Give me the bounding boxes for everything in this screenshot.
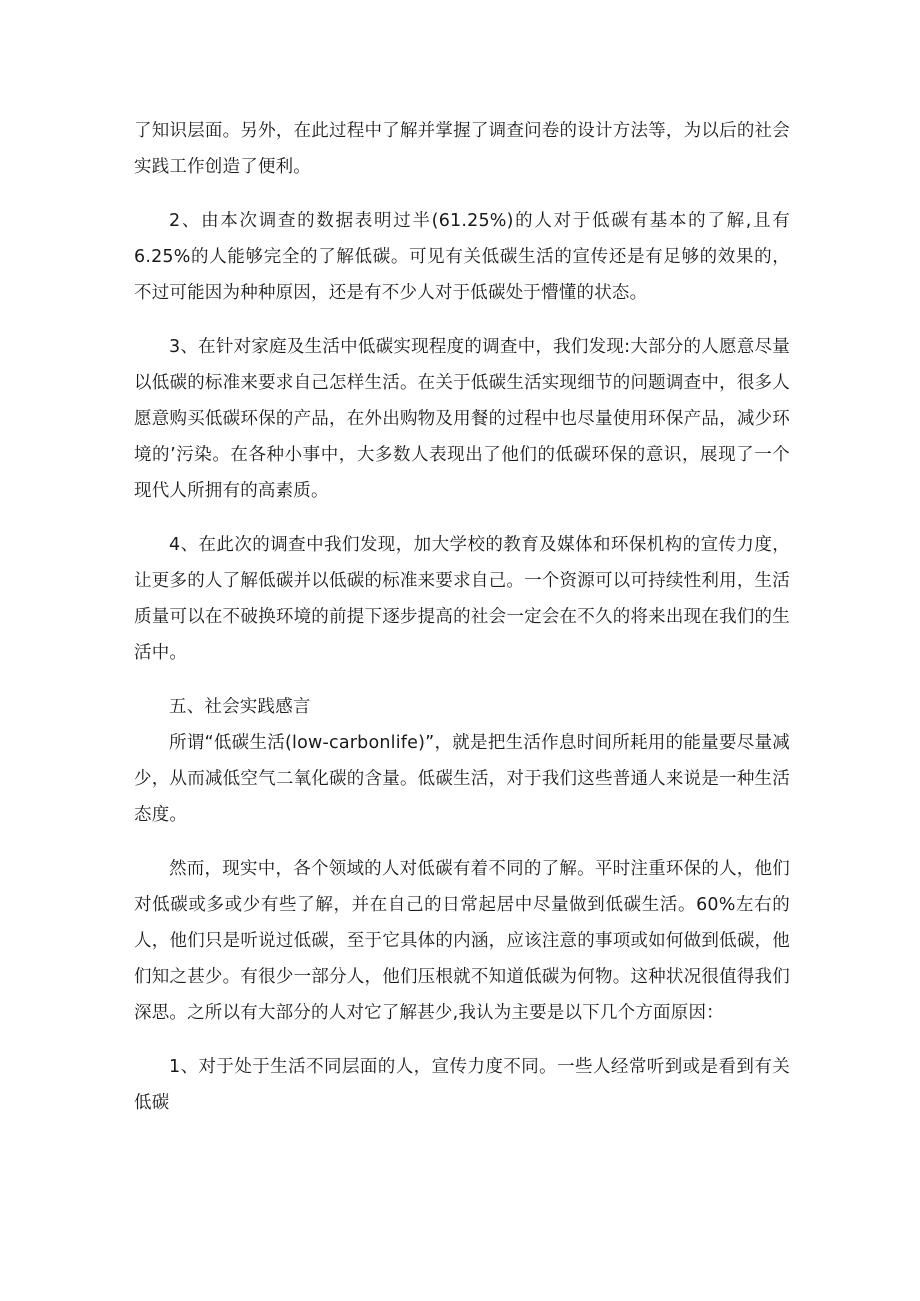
- paragraph-low-carbon-definition: 所谓“低碳生活(low-carbonlife)”，就是把生活作息时间所耗用的能量要尽量减少，从而减低空气二氧化碳的含量。低碳生活，对于我们这些普通人来说是一种生活态度。: [134, 733, 790, 825]
- paragraph-continuation: 了知识层面。另外，在此过程中了解并掌握了调查问卷的设计方法等，为以后的社会实践工作创造了便利。: [134, 121, 790, 177]
- document-body: [134, 113, 790, 1121]
- paragraph-finding-2: 2、由本次调查的数据表明过半(61.25%)的人对于低碳有基本的了解,且有 6.25%的人能够完全的了解低碳。可见有关低碳生活的宣传还是有足够的效果的，不过可能因为种种原因，还是有不少人对于低碳处于懵懂的状态。: [134, 211, 790, 303]
- section-heading: 五、社会实践感言: [169, 697, 311, 717]
- paragraph-awareness: 然而，现实中，各个领域的人对低碳有着不同的了解。平时注重环保的人，他们对低碳或多或少有些了解，并在自己的日常起居中尽量做到低碳生活。60%左右的人，他们只是听说过低碳，至于它具体的内涵，应该注意的事项或如何做到低碳，他们知之甚少。有很少一部分人，他们压根就不知道低碳为何物。这种状况很值得我们深思。之所以有大部分的人对它了解甚少,我认为主要是以下几个方面原因：: [134, 859, 790, 1023]
- paragraph-finding-4: 4、在此次的调查中我们发现，加大学校的教育及媒体和环保机构的宣传力度，让更多的人了解低碳并以低碳的标准来要求自己。一个资源可以可持续性利用，生活质量可以在不破换环境的前提下逐步提高的社会一定会在不久的将来出现在我们的生活中。: [134, 535, 790, 663]
- paragraph-reason-1: 1、对于处于生活不同层面的人，宣传力度不同。一些人经常听到或是看到有关低碳: [134, 1057, 790, 1113]
- paragraph-finding-3: 3、在针对家庭及生活中低碳实现程度的调查中，我们发现:大部分的人愿意尽量以低碳的标准来要求自己怎样生活。在关于低碳生活实现细节的问题调查中，很多人愿意购买低碳环保的产品，在外出购物及用餐的过程中也尽量使用环保产品，减少环境的’污染。在各种小事中，大多数人表现出了他们的低碳环保的意识，展现了一个现代人所拥有的高素质。: [134, 337, 790, 501]
